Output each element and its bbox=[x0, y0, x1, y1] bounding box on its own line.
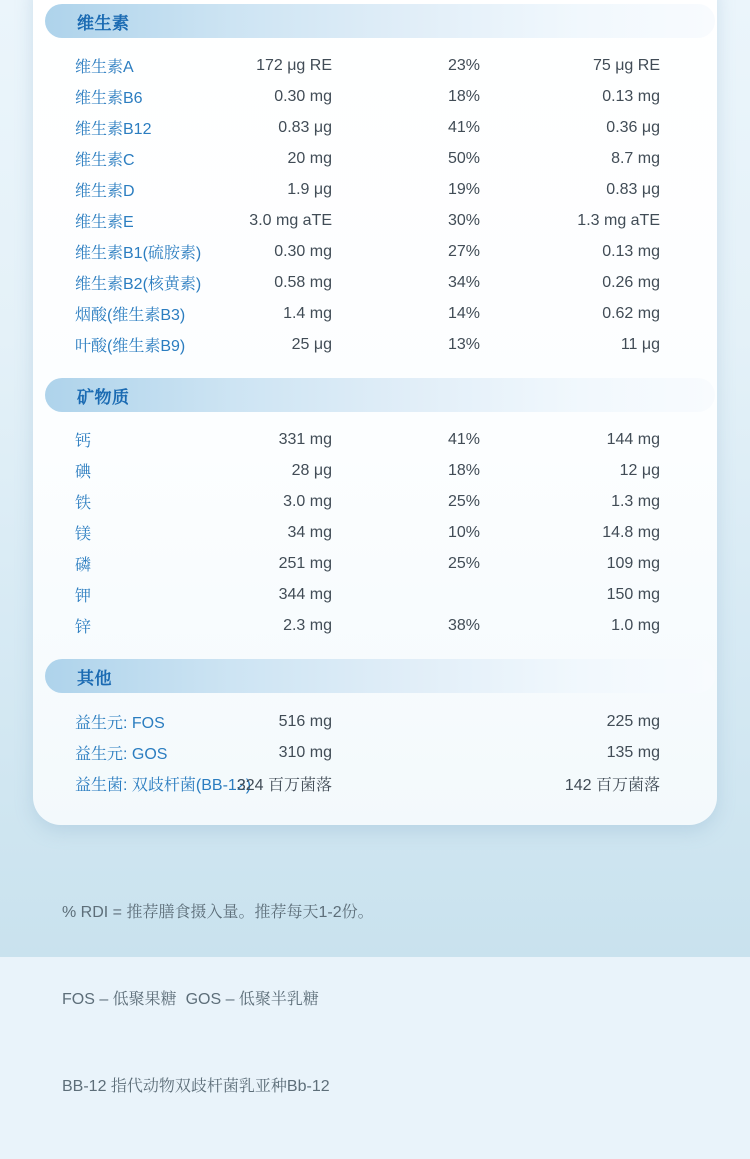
table-row bbox=[75, 267, 660, 298]
section-header bbox=[45, 378, 715, 412]
amount-alt-serving: 12 μg bbox=[619, 461, 660, 479]
rdi-percent: 23% bbox=[447, 56, 480, 74]
table-row bbox=[75, 455, 660, 486]
amount-per-serving: 0.83 μg bbox=[278, 118, 332, 136]
rdi-percent: 41% bbox=[447, 118, 480, 136]
amount-alt-serving: 1.3 mg bbox=[611, 492, 660, 510]
amount-per-serving: 2.3 mg bbox=[283, 616, 332, 634]
section-title: 维生素 bbox=[77, 13, 130, 33]
amount-alt-serving: 14.8 mg bbox=[602, 523, 660, 541]
amount-alt-serving: 0.26 mg bbox=[602, 273, 660, 291]
amount-per-serving: 28 μg bbox=[291, 461, 332, 479]
rdi-percent: 38% bbox=[447, 616, 480, 634]
table-row bbox=[75, 548, 660, 579]
nutrient-name: 维生素E bbox=[75, 214, 134, 231]
amount-alt-serving: 1.3 mg aTE bbox=[577, 211, 660, 229]
nutrient-name: 钙 bbox=[75, 433, 92, 450]
table-row bbox=[75, 298, 660, 329]
table-row bbox=[75, 610, 660, 641]
section-rows bbox=[75, 424, 660, 641]
rdi-percent: 30% bbox=[447, 211, 480, 229]
nutrient-name: 维生素B12 bbox=[75, 121, 152, 138]
nutrient-name: 维生素B1(硫胺素) bbox=[75, 245, 202, 262]
amount-alt-serving: 225 mg bbox=[606, 712, 660, 730]
amount-alt-serving: 144 mg bbox=[606, 430, 660, 448]
footnotes bbox=[62, 840, 374, 1159]
table-row bbox=[75, 517, 660, 548]
amount-alt-serving: 150 mg bbox=[606, 585, 660, 603]
rdi-percent: 14% bbox=[447, 304, 480, 322]
rdi-percent: 50% bbox=[447, 149, 480, 167]
nutrient-name: 维生素A bbox=[75, 59, 134, 76]
nutrient-name: 磷 bbox=[75, 557, 92, 574]
amount-per-serving: 34 mg bbox=[287, 523, 332, 541]
section-header bbox=[45, 4, 715, 38]
section-rows bbox=[75, 50, 660, 360]
amount-alt-serving: 135 mg bbox=[606, 743, 660, 761]
nutrient-name: 维生素D bbox=[75, 183, 135, 200]
amount-alt-serving: 109 mg bbox=[606, 554, 660, 572]
nutrient-name: 维生素B2(核黄素) bbox=[75, 276, 202, 293]
amount-per-serving: 3.0 mg bbox=[283, 492, 332, 510]
table-row bbox=[75, 112, 660, 143]
footnote-bb12: BB-12 指代动物双歧杆菌乳亚种Bb-12 bbox=[62, 1078, 330, 1095]
nutrient-name: 益生元: GOS bbox=[75, 746, 168, 763]
amount-alt-serving: 0.13 mg bbox=[602, 242, 660, 260]
nutrient-name: 烟酸(维生素B3) bbox=[75, 307, 186, 324]
amount-per-serving: 0.30 mg bbox=[274, 87, 332, 105]
rdi-percent: 27% bbox=[447, 242, 480, 260]
nutrient-name: 维生素B6 bbox=[75, 90, 143, 107]
footnote-rdi: % RDI = 推荐膳食摄入量。推荐每天1-2份。 bbox=[62, 904, 374, 921]
nutrient-name: 镁 bbox=[75, 526, 92, 543]
table-row bbox=[75, 424, 660, 455]
section-rows bbox=[75, 706, 660, 799]
amount-per-serving: 1.4 mg bbox=[283, 304, 332, 322]
amount-per-serving: 3.0 mg aTE bbox=[249, 211, 332, 229]
rdi-percent: 18% bbox=[447, 461, 480, 479]
amount-alt-serving: 142 百万菌落 bbox=[564, 777, 660, 794]
rdi-percent: 41% bbox=[447, 430, 480, 448]
amount-per-serving: 20 mg bbox=[287, 149, 332, 167]
amount-per-serving: 0.58 mg bbox=[274, 273, 332, 291]
amount-alt-serving: 0.62 mg bbox=[602, 304, 660, 322]
table-row bbox=[75, 486, 660, 517]
amount-per-serving: 310 mg bbox=[278, 743, 332, 761]
footnote-fos-gos: FOS – 低聚果糖 GOS – 低聚半乳糖 bbox=[62, 991, 319, 1008]
table-row bbox=[75, 706, 660, 737]
table-row bbox=[75, 329, 660, 360]
nutrient-name: 碘 bbox=[75, 464, 92, 481]
table-row bbox=[75, 768, 660, 799]
section-header bbox=[45, 659, 715, 693]
table-row bbox=[75, 579, 660, 610]
amount-alt-serving: 1.0 mg bbox=[611, 616, 660, 634]
rdi-percent: 18% bbox=[447, 87, 480, 105]
table-row bbox=[75, 50, 660, 81]
rdi-percent: 10% bbox=[447, 523, 480, 541]
nutrient-name: 锌 bbox=[75, 619, 92, 636]
amount-alt-serving: 11 μg bbox=[620, 335, 660, 353]
rdi-percent: 19% bbox=[447, 180, 480, 198]
rdi-percent: 13% bbox=[447, 335, 480, 353]
table-row bbox=[75, 143, 660, 174]
section-title: 其他 bbox=[77, 668, 112, 688]
rdi-percent: 25% bbox=[447, 554, 480, 572]
table-row bbox=[75, 236, 660, 267]
amount-alt-serving: 0.13 mg bbox=[602, 87, 660, 105]
amount-alt-serving: 75 μg RE bbox=[592, 56, 660, 74]
table-row bbox=[75, 174, 660, 205]
amount-per-serving: 172 μg RE bbox=[256, 56, 332, 74]
table-row bbox=[75, 81, 660, 112]
nutrient-name: 铁 bbox=[75, 495, 92, 512]
rdi-percent: 34% bbox=[447, 273, 480, 291]
amount-per-serving: 251 mg bbox=[278, 554, 332, 572]
amount-per-serving: 516 mg bbox=[278, 712, 332, 730]
table-row bbox=[75, 737, 660, 768]
section-title: 矿物质 bbox=[77, 387, 130, 407]
nutrient-name: 叶酸(维生素B9) bbox=[75, 338, 186, 355]
amount-per-serving: 344 mg bbox=[278, 585, 332, 603]
nutrient-name: 钾 bbox=[75, 588, 92, 605]
nutrient-name: 维生素C bbox=[75, 152, 135, 169]
amount-per-serving: 25 μg bbox=[291, 335, 332, 353]
nutrient-name: 益生元: FOS bbox=[75, 715, 165, 732]
amount-per-serving: 324 百万菌落 bbox=[236, 777, 332, 794]
amount-per-serving: 0.30 mg bbox=[274, 242, 332, 260]
amount-per-serving: 1.9 μg bbox=[287, 180, 332, 198]
nutrient-name: 益生菌: 双歧杆菌(BB-12) bbox=[75, 777, 252, 794]
rdi-percent: 25% bbox=[447, 492, 480, 510]
amount-per-serving: 331 mg bbox=[278, 430, 332, 448]
amount-alt-serving: 8.7 mg bbox=[611, 149, 660, 167]
table-row bbox=[75, 205, 660, 236]
amount-alt-serving: 0.36 μg bbox=[606, 118, 660, 136]
amount-alt-serving: 0.83 μg bbox=[606, 180, 660, 198]
